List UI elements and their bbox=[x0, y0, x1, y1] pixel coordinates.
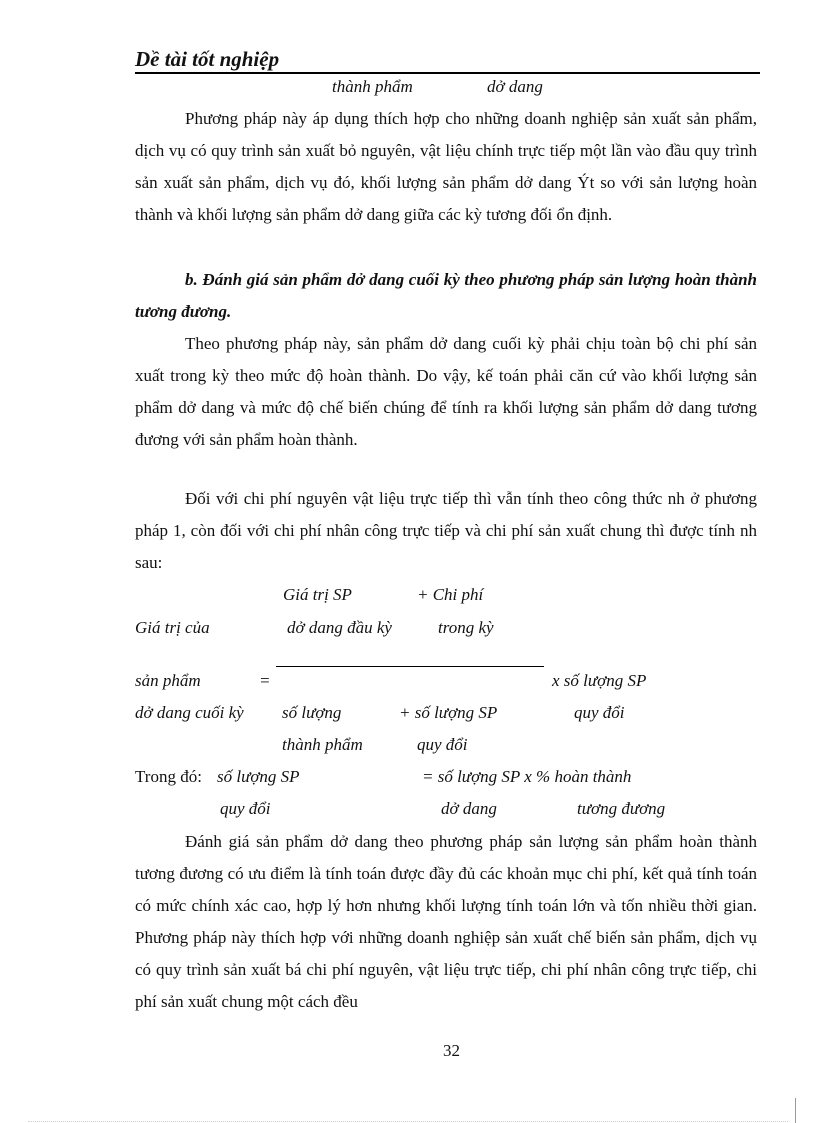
where-2: = số lượng SP x % hoàn thành bbox=[422, 767, 632, 786]
paragraph-3: Đối với chi phí nguyên vật liệu trực tiếp thì vẫn tính theo công thức nh ở phương pháp 1, còn đối với chi phí nhân công trực tiếp và chi phí sản xuất chung thì được tính nh sau: bbox=[135, 489, 757, 572]
header-rule bbox=[135, 72, 760, 74]
formula-num-top-1: Giá trị SP bbox=[283, 585, 352, 604]
formula-den-4: quy đổi bbox=[417, 735, 468, 754]
formula-num-mid-1: dở dang đầu kỳ bbox=[287, 618, 392, 637]
heading-b: b. Đánh giá sản phẩm dở dang cuối kỳ theo phương pháp sản lượng hoàn thành tương đương. bbox=[135, 270, 757, 321]
formula-left-2: sản phẩm bbox=[135, 671, 201, 690]
formula-left-1: Giá trị của bbox=[135, 618, 210, 637]
page-number: 32 bbox=[443, 1041, 460, 1060]
where-4: dở dang bbox=[441, 799, 497, 818]
formula-num-mid-2: trong kỳ bbox=[438, 618, 494, 637]
top-label-thanh-pham: thành phẩm bbox=[332, 77, 413, 96]
formula-den-1: số lượng bbox=[282, 703, 342, 722]
where-1: số lượng SP bbox=[217, 767, 300, 786]
page-corner-line bbox=[795, 1098, 796, 1123]
page-edge-dots bbox=[28, 1121, 788, 1122]
top-label-do-dang: dở dang bbox=[487, 77, 543, 96]
formula-equals: = bbox=[259, 671, 271, 690]
formula-mult-2: quy đổi bbox=[574, 703, 625, 722]
fraction-line bbox=[276, 666, 544, 667]
formula-den-3: thành phẩm bbox=[282, 735, 363, 754]
where-3: quy đổi bbox=[220, 799, 271, 818]
where-label: Trong đó: bbox=[135, 767, 202, 786]
paragraph-4: Đánh giá sản phẩm dở dang theo phương pháp sản lượng sản phẩm hoàn thành tương đương có ưu điểm là tính toán được đầy đủ các khoản mục chi phí, kết quả tính toán có mức chính xác cao, hợp lý hơn nhưng khối lượng tính toán lớn và tốn nhiều thời gian. Phương pháp này thích hợp với những doanh nghiệp sản xuất chế biến sản phẩm, dịch vụ có quy trình sản xuất bá chi phí nguyên, vật liệu trực tiếp, chi phí nhân công trực tiếp, chi phí sản xuất chung một cách đều bbox=[135, 832, 757, 1011]
paragraph-2: Theo phương pháp này, sản phẩm dở dang cuối kỳ phải chịu toàn bộ chi phí sản xuất trong kỳ theo mức độ hoàn thành. Do vậy, kế toán phải căn cứ vào khối lượng sản phẩm dở dang và mức độ chế biến chúng để tính ra khối lượng sản phẩm dở dang tương đương với sản phẩm hoàn thành. bbox=[135, 334, 757, 449]
where-5: tương đương bbox=[577, 799, 666, 818]
formula-num-top-2: + Chi phí bbox=[417, 585, 484, 604]
header-title: Dề tài tốt nghiệp bbox=[135, 47, 280, 71]
paragraph-1: Phương pháp này áp dụng thích hợp cho những doanh nghiệp sản xuất sản phẩm, dịch vụ có quy trình sản xuất bỏ nguyên, vật liệu chính trực tiếp một lần vào đầu quy trình sản xuất sản phẩm, dịch vụ đó, khối lượng sản phẩm dở dang Ýt so với sản lượng hoàn thành và khối lượng sản phẩm dở dang giữa các kỳ tương đối ổn định. bbox=[135, 109, 757, 224]
formula-den-2: + số lượng SP bbox=[399, 703, 498, 722]
formula-left-3: dở dang cuối kỳ bbox=[135, 703, 244, 722]
formula-multiplier: x số lượng SP bbox=[552, 671, 647, 690]
